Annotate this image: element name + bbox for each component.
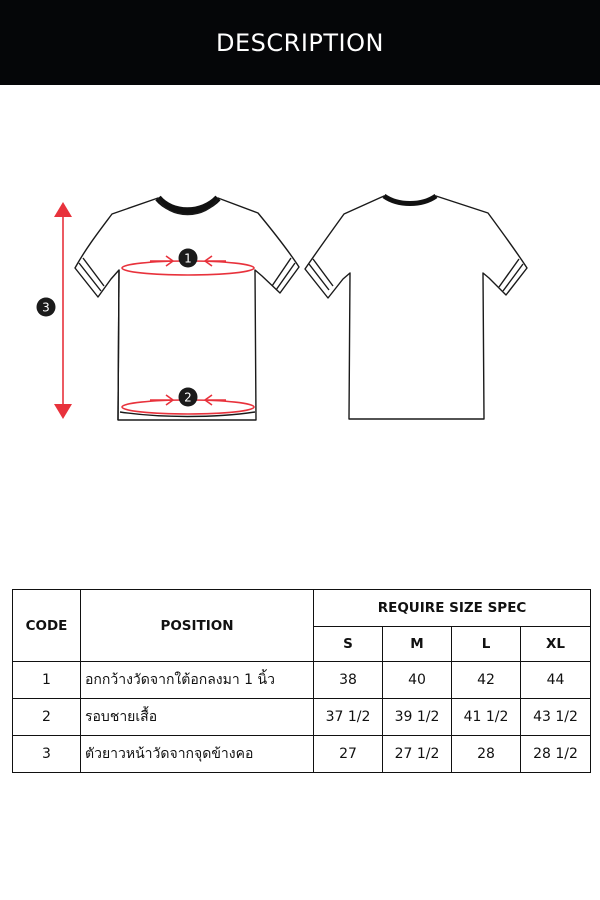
size-spec-table (12, 589, 591, 773)
size-header: L (452, 627, 521, 662)
position-cell: อกกว้างวัดจากใต้อกลงมา 1 นิ้ว (81, 662, 314, 699)
length-measure-arrow (54, 202, 72, 419)
code-header: CODE (13, 590, 81, 662)
value-cell: 39 1/2 (383, 699, 452, 736)
size-header: M (383, 627, 452, 662)
value-cell: 44 (521, 662, 591, 699)
value-cell: 28 1/2 (521, 736, 591, 773)
value-cell: 41 1/2 (452, 699, 521, 736)
front-shirt-icon (75, 198, 299, 420)
size-spec-header: REQUIRE SIZE SPEC (314, 590, 591, 627)
size-header: S (314, 627, 383, 662)
value-cell: 27 1/2 (383, 736, 452, 773)
value-cell: 40 (383, 662, 452, 699)
value-cell: 43 1/2 (521, 699, 591, 736)
page-header (0, 0, 600, 85)
table-header-row (13, 590, 591, 627)
value-cell: 37 1/2 (314, 699, 383, 736)
size-header: XL (521, 627, 591, 662)
position-header: POSITION (81, 590, 314, 662)
value-cell: 42 (452, 662, 521, 699)
code-cell: 2 (13, 699, 81, 736)
table-row (13, 699, 591, 736)
code-cell: 3 (13, 736, 81, 773)
position-cell: ตัวยาวหน้าวัดจากจุดข้างคอ (81, 736, 314, 773)
marker-1-label: 1 (184, 251, 192, 266)
tshirt-illustration (0, 170, 600, 440)
table-row (13, 662, 591, 699)
position-cell: รอบชายเสื้อ (81, 699, 314, 736)
value-cell: 38 (314, 662, 383, 699)
back-shirt-icon (305, 196, 527, 419)
code-cell: 1 (13, 662, 81, 699)
page-title: DESCRIPTION (216, 28, 384, 57)
table-row (13, 736, 591, 773)
value-cell: 27 (314, 736, 383, 773)
marker-2-label: 2 (184, 390, 192, 405)
marker-3-label: 3 (42, 300, 50, 315)
value-cell: 28 (452, 736, 521, 773)
